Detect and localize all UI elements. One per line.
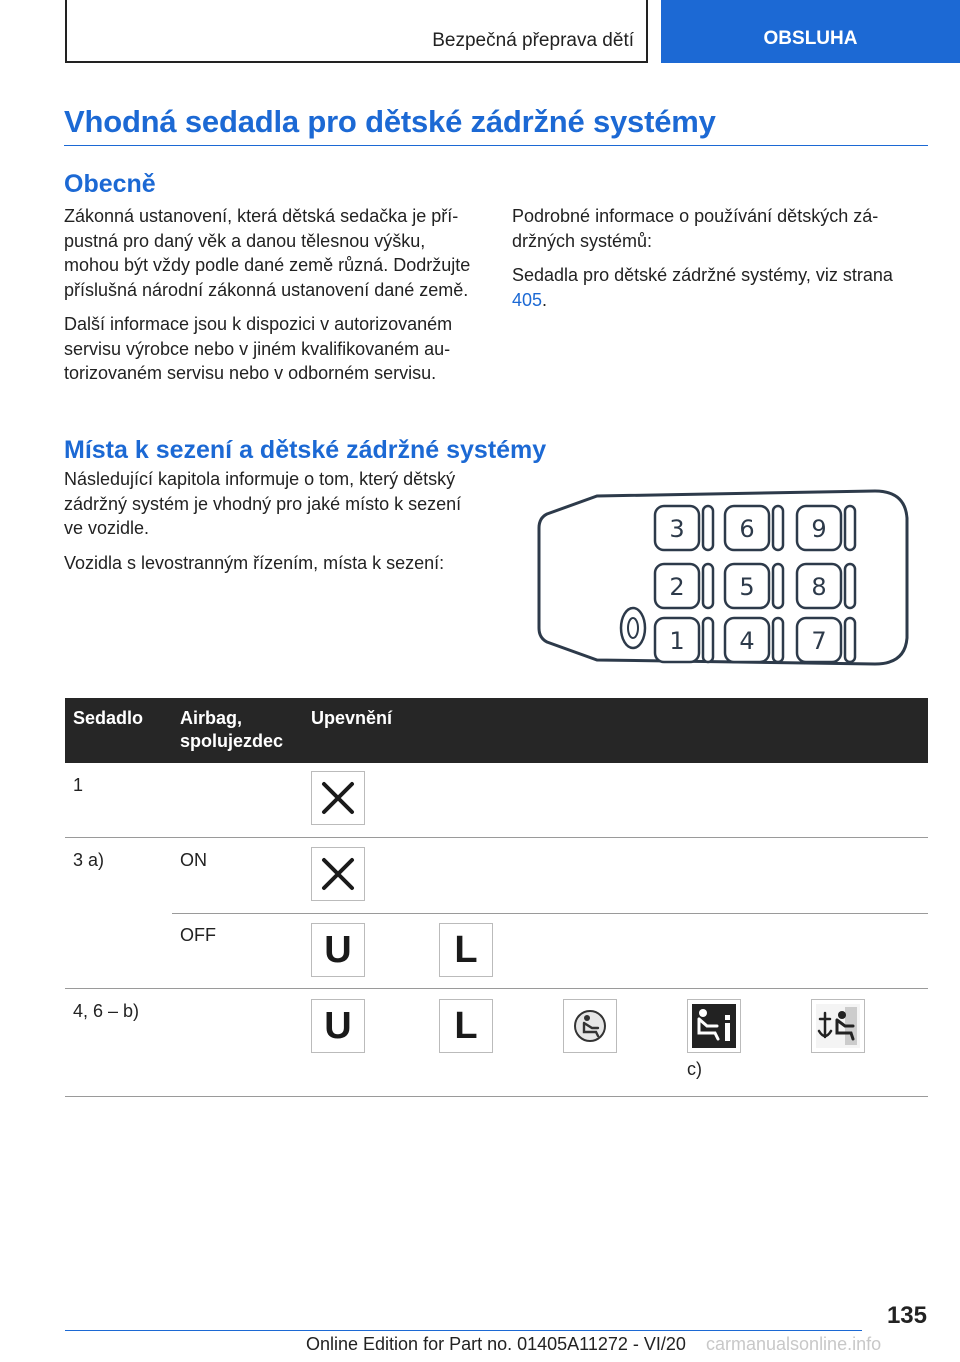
universal-u-icon: U <box>311 999 365 1053</box>
seats-heading: Místa k sezení a dětské zádržné systémy <box>64 436 547 464</box>
seat-number-label: 1 <box>669 627 685 655</box>
isofix-anchor-seat-icon <box>811 999 865 1053</box>
general-paragraph-2: Další informace jsou k dispozici v autorizovaném servisu výrobce nebo v jiném kvalifikovaném autorizovaném servisu nebo v odborném servisu. <box>64 314 453 383</box>
table-row <box>65 989 928 1097</box>
seat-8 <box>797 564 855 608</box>
seat-4 <box>725 618 783 662</box>
general-paragraph-4 <box>512 263 928 312</box>
table-row <box>65 763 928 838</box>
seat-number-label: 3 <box>669 515 685 543</box>
x-icon <box>311 847 365 901</box>
reference-text: Sedadla pro dětské zádržné systémy, viz strana <box>512 265 893 285</box>
seat-2 <box>655 564 713 608</box>
reference-end: . <box>542 289 548 310</box>
seats-paragraph-1: Následující kapitola informuje o tom, který dětský zádržný systém je vhodný pro jaké místo k sezení ve vozidle. <box>64 469 462 538</box>
airbag-cell-off: OFF <box>180 925 216 945</box>
header-section-box <box>65 0 648 63</box>
semi-universal-l-icon: L <box>439 923 493 977</box>
x-icon <box>311 771 365 825</box>
header-airbag-line2: spolujezdec <box>180 731 284 751</box>
header-seat: Sedadlo <box>73 708 144 728</box>
seat-number-label: 2 <box>669 573 685 601</box>
table-header <box>65 698 928 763</box>
seat-3 <box>655 506 713 550</box>
seat-6 <box>725 506 783 550</box>
page-number: 135 <box>886 1302 927 1329</box>
seat-cell: 1 <box>73 775 84 795</box>
general-paragraph-3: Podrobné informace o používání dětských zádržných systémů: <box>512 206 879 251</box>
page-title: Vhodná sedadla pro dětské zádržné systémy <box>64 104 716 139</box>
seat-cell: 4, 6 – b) <box>73 1001 140 1021</box>
seat-number-label: 4 <box>739 627 755 655</box>
seat-number-label: 6 <box>739 515 755 543</box>
seats-paragraph-2: Vozidla s levostranným řízením, místa k sezení: <box>64 552 445 573</box>
seat-9 <box>797 506 855 550</box>
general-right-column <box>512 204 928 322</box>
sub-row-divider <box>172 913 928 914</box>
isofix-seat-icon <box>563 999 617 1053</box>
seat-1 <box>655 618 713 662</box>
seats-text <box>64 467 484 585</box>
header-airbag-line1: Airbag, <box>180 708 243 728</box>
header-section-title: Bezpečná přeprava dětí <box>432 30 634 51</box>
seat-number-label: 7 <box>811 627 827 655</box>
vehicle-seat-diagram <box>535 488 913 666</box>
seat-number-label: 5 <box>739 573 755 601</box>
header-airbag <box>180 707 283 753</box>
header-mounting: Upevnění <box>311 708 393 728</box>
page-reference-link[interactable]: 405 <box>512 289 543 310</box>
general-heading: Obecně <box>64 170 156 198</box>
i-size-seat-icon <box>687 999 741 1053</box>
seat-grid <box>655 506 855 662</box>
airbag-cell-on: ON <box>180 850 207 870</box>
seat-cell: 3 a) <box>73 850 105 870</box>
seat-7 <box>797 618 855 662</box>
general-paragraph-1: Zákonná ustanovení, která dětská sedačka je přípustná pro daný věk a danou tělesnou výšku, mohou být vždy podle dané země různá. Dodržujte příslušná národní zákonná ustanovení dané země. <box>64 206 471 300</box>
footer-rule <box>65 1330 862 1331</box>
footer-watermark: carmanualsonline.info <box>706 1334 882 1354</box>
footer-edition: Online Edition for Part no. 01405A11272 - VI/20 <box>306 1334 686 1354</box>
table-row <box>65 838 928 989</box>
header-chapter-tab[interactable]: OBSLUHA <box>661 0 960 63</box>
universal-u-icon: U <box>311 923 365 977</box>
footnote-c: c) <box>687 1059 702 1079</box>
compatibility-table <box>65 698 928 1097</box>
title-rule <box>64 145 928 146</box>
general-left-column <box>64 204 484 396</box>
seat-5 <box>725 564 783 608</box>
seat-number-label: 8 <box>811 573 827 601</box>
semi-universal-l-icon: L <box>439 999 493 1053</box>
seat-number-label: 9 <box>811 515 827 543</box>
